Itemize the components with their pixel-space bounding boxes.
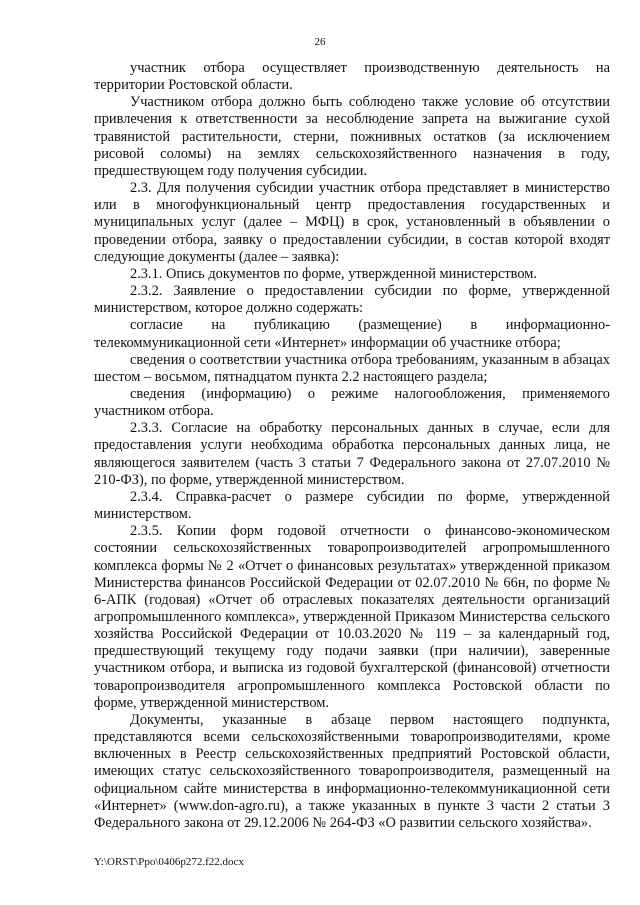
footer-file-path: Y:\ORST\Ppo\0406p272.f22.docx — [94, 856, 244, 868]
paragraph: Участником отбора должно быть соблюдено также условие об отсутствии привлечения к ответственности за несоблюдение запрета на выжигание сухой травянистой растительности, стерни, пожнивных остатков (за исключением рисовой соломы) на землях сельскохозяйственного назначения в году, предшествующем году получения субсидии. — [94, 94, 610, 179]
paragraph: сведения о соответствии участника отбора требованиям, указанным в абзацах шестом – восьмом, пятнадцатом пункта 2.2 настоящего раздела; — [94, 351, 610, 385]
document-body — [94, 60, 610, 832]
paragraph: сведения (информацию) о режиме налогообложения, применяемого участником отбора. — [94, 385, 610, 420]
paragraph: согласие на публикацию (размещение) в информационно-телекоммуникационной сети «Интернет» информации об участнике отбора; — [94, 317, 610, 351]
paragraph: 2.3. Для получения субсидии участник отбора представляет в министерство или в многофункциональный центр предоставления государственных и муниципальных услуг (далее – МФЦ) в срок, установленный в объявлении о проведении отбора, заявку о предоставлении субсидии, в состав которой входят следующие документы (далее – заявка): — [94, 180, 610, 265]
paragraph: 2.3.4. Справка-расчет о размере субсидии по форме, утвержденной министерством. — [94, 488, 610, 523]
paragraph: 2.3.5. Копии форм годовой отчетности о финансово-экономическом состоянии сельскохозяйственных товаропроизводителей агропромышленного комплекса формы № 2 «Отчет о финансовых результатах» утвержденной приказом Министерства финансов Российской Федерации от 02.07.2010 № 66н, по форме № 6-АПК (годовая) «Отчет об отраслевых показателях деятельности организаций агропромышленного комплекса», утвержденной Приказом Министерства сельского хозяйства Российской Федерации от 10.03.2020 № 119 – за календарный год, предшествующий текущему году подачи заявки (при наличии), заверенные участником отбора, и выписка из годовой бухгалтерской (финансовой) отчетности товаропроизводителя агропромышленного комплекса Ростовской области по форме, утвержденной министерством. — [94, 523, 610, 711]
paragraph: участник отбора осуществляет производственную деятельность на территории Ростовской области. — [94, 60, 610, 94]
paragraph: 2.3.2. Заявление о предоставлении субсидии по форме, утвержденной министерством, которое должно содержать: — [94, 283, 610, 317]
paragraph: 2.3.1. Опись документов по форме, утвержденной министерством. — [130, 265, 537, 282]
page-number: 26 — [314, 36, 326, 48]
paragraph: Документы, указанные в абзаце первом настоящего подпункта, представляются всеми сельскохозяйственными товаропроизводителями, кроме включенных в Реестр сельскохозяйственных предприятий Ростовской области, имеющих статус сельскохозяйственного товаропроизводителя, размещенный на официальном сайте министерства в информационно-телекоммуникационной сети «Интернет» (www.don-agro.ru), а также указанных в пункте 3 части 2 статьи 3 Федерального закона от 29.12.2006 № 264-ФЗ «О развитии сельского хозяйства». — [94, 711, 610, 831]
paragraph: 2.3.3. Согласие на обработку персональных данных в случае, если для предоставления услуги необходима обработка персональных данных лица, не являющегося заявителем (часть 3 статьи 7 Федерального закона от 27.07.2010 № 210-ФЗ), по форме, утвержденной министерством. — [94, 420, 610, 488]
